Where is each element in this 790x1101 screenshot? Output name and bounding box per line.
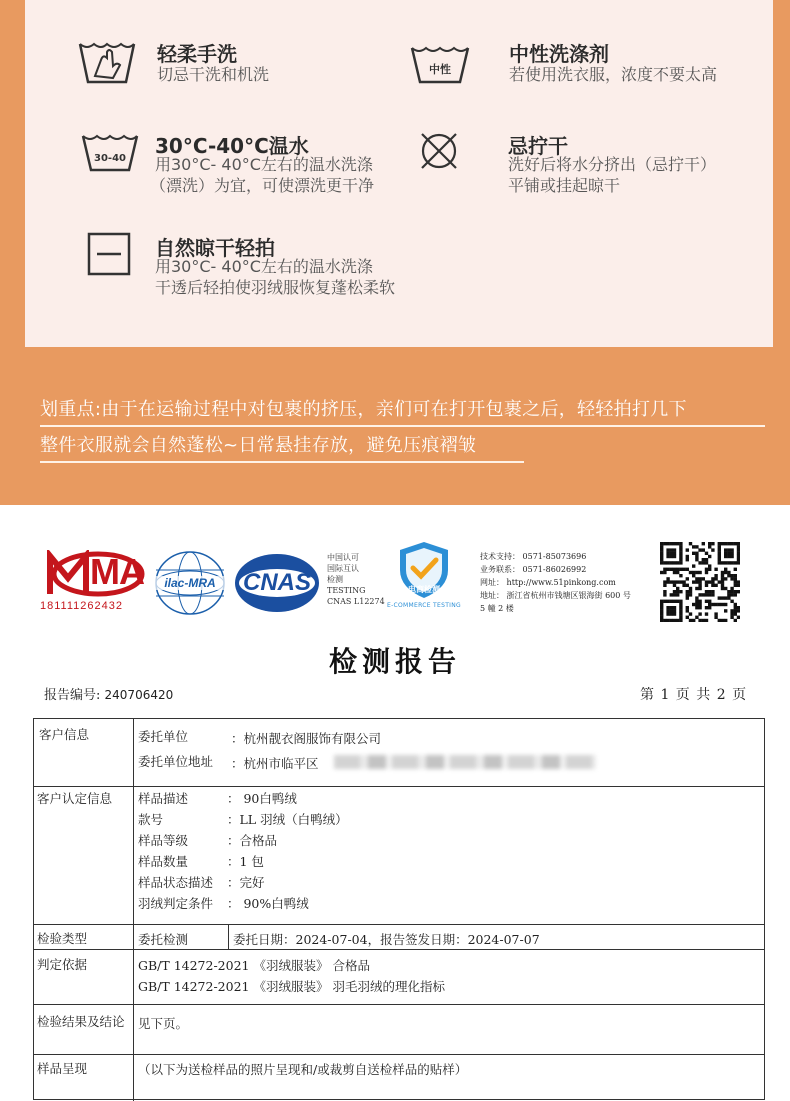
sample-label: 样品等级	[138, 833, 189, 848]
cnas-caption-line: TESTING	[327, 586, 366, 595]
contact-phone-tech: 技术支持： 0571-85073696	[480, 552, 587, 561]
care-desc: 用30°C- 40°C左右的温水洗涤	[155, 155, 373, 174]
confirm-info-label: 客户认定信息	[37, 791, 113, 806]
care-title: 忌拧干	[508, 134, 568, 158]
result-value: 见下页。	[138, 1016, 189, 1031]
basis-line: GB/T 14272-2021 《羽绒服装》 合格品	[138, 958, 370, 973]
address-value: ：杭州市临平区	[231, 756, 319, 771]
ecommerce-label: 电商检测	[408, 585, 440, 594]
neutral-detergent-icon	[409, 38, 471, 88]
no-wring-icon	[418, 130, 460, 172]
cnas-caption-line: CNAS L12274	[327, 597, 385, 606]
col-divider	[133, 719, 134, 1101]
ilac-mra-logo	[154, 550, 226, 616]
care-instructions-card	[25, 0, 773, 347]
sample-label: 样品描述	[138, 791, 189, 806]
contact-address: 地址： 浙江省杭州市钱塘区银海街 600 号	[480, 591, 631, 600]
care-desc: 干透后轻拍使羽绒服恢复蓬松柔软	[155, 278, 396, 297]
test-type-label: 检验类型	[37, 931, 88, 946]
client-value: ：杭州靓衣阁服饰有限公司	[231, 731, 382, 746]
cnas-caption-line: 国际互认	[327, 564, 359, 573]
sample-value: ：LL 羽绒（白鸭绒）	[227, 812, 348, 827]
detergent-icon-label: 中性	[429, 63, 451, 76]
ilac-text: ilac-MRA	[154, 576, 226, 590]
test-dates: 委托日期：2024-07-04，报告签发日期：2024-07-07	[233, 932, 540, 947]
care-title: 中性洗涤剂	[509, 42, 609, 66]
sample-value: ：1 包	[227, 854, 264, 869]
sample-show-label: 样品呈现	[37, 1061, 88, 1076]
qr-code	[660, 542, 740, 622]
notice-underline	[40, 461, 524, 463]
ecommerce-testing-logo	[384, 540, 464, 616]
sample-value: ：合格品	[227, 833, 278, 848]
cnas-text: CNAS	[242, 569, 311, 596]
cnas-logo	[233, 552, 321, 614]
care-desc: 洗好后将水分挤出（忌拧干）	[508, 155, 717, 174]
row-divider	[34, 949, 764, 950]
contact-website: 网址： http://www.51pinkong.com	[480, 578, 616, 587]
redacted-address	[334, 755, 596, 769]
care-desc: 切忌干洗和机洗	[157, 65, 270, 84]
result-label: 检验结果及结论	[37, 1014, 125, 1029]
care-title: 自然晾干轻拍	[155, 236, 275, 260]
sample-label: 羽绒判定条件	[138, 896, 214, 911]
cma-logo	[38, 550, 146, 614]
row-divider	[34, 786, 764, 787]
dry-flat-icon	[87, 232, 133, 278]
cnas-caption-line: 检测	[327, 575, 343, 584]
contact-phone-business: 业务联系： 0571-86026992	[480, 565, 587, 574]
water-temp-icon	[80, 130, 140, 175]
care-desc: 平铺或挂起晾干	[508, 176, 621, 195]
care-title: 30°C-40°C温水	[155, 134, 309, 158]
address-label: 委托单位地址	[138, 754, 214, 769]
care-desc: 用30°C- 40°C左右的温水洗涤	[155, 257, 373, 276]
row-divider	[34, 1054, 764, 1055]
sample-label: 款号	[138, 812, 164, 827]
client-info-label: 客户信息	[39, 727, 90, 742]
report-page: 第 1 页 共 2 页	[640, 687, 748, 703]
test-type-value: 委托检测	[138, 932, 189, 947]
cma-number: 181111262432	[40, 600, 123, 612]
care-title: 轻柔手洗	[157, 42, 237, 66]
sample-value: ：完好	[227, 875, 265, 890]
care-desc: （漂洗）为宜，可使漂洗更干净	[150, 176, 375, 195]
basis-line: GB/T 14272-2021 《羽绒服装》 羽毛羽绒的理化指标	[138, 979, 445, 994]
row-divider	[34, 1004, 764, 1005]
notice-line-2: 整件衣服就会自然蓬松~日常悬挂存放，避免压痕褶皱	[40, 435, 477, 456]
report-number-value: 240706420	[104, 688, 174, 702]
cma-text: MA	[90, 551, 144, 592]
report-title: 检测报告	[328, 645, 461, 678]
report-table	[33, 718, 765, 1100]
water-temp-icon-label: 30-40	[94, 153, 126, 164]
care-desc: 若使用洗衣服，浓度不要太高	[509, 65, 718, 84]
report-number	[44, 684, 173, 703]
client-label: 委托单位	[138, 729, 189, 744]
basis-label: 判定依据	[37, 957, 88, 972]
col-divider	[228, 924, 229, 949]
ecommerce-en: E-COMMERCE TESTING	[386, 602, 461, 609]
row-divider	[34, 924, 764, 925]
sample-label: 样品状态描述	[138, 875, 214, 890]
sample-label: 样品数量	[138, 854, 189, 869]
hand-wash-icon	[77, 38, 137, 88]
notice-underline	[40, 425, 765, 427]
cnas-caption-line: 中国认可	[327, 553, 359, 562]
sample-value: ： 90%白鸭绒	[227, 896, 309, 911]
cnas-caption	[327, 552, 385, 607]
contact-info	[480, 550, 631, 615]
report-number-label: 报告编号:	[44, 688, 101, 703]
contact-address-building: 5 幢 2 楼	[480, 604, 514, 613]
sample-show-value: （以下为送检样品的照片呈现和/或裁剪自送检样品的贴样）	[138, 1062, 468, 1077]
notice-line-1: 划重点:由于在运输过程中对包裹的挤压，亲们可在打开包裹之后，轻轻拍打几下	[40, 399, 687, 420]
sample-value: ： 90白鸭绒	[227, 791, 297, 806]
